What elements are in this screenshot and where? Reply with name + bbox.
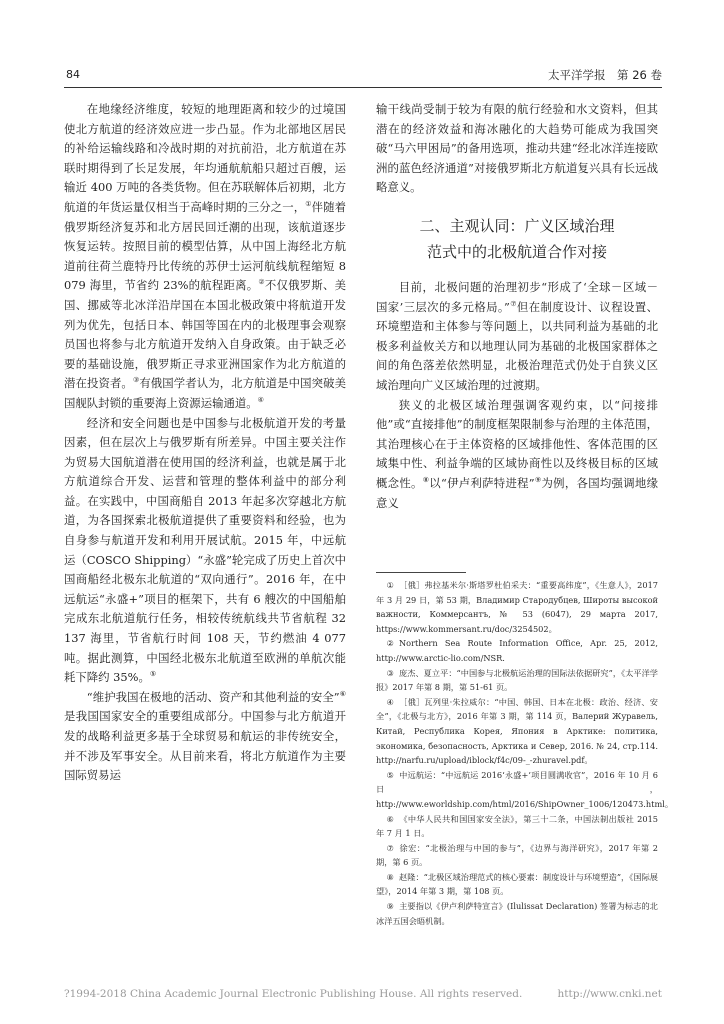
body-paragraph: 狭义的北极区域治理强调客观约束，以“问接排他”或“直接排他”的制度框架限制参与治理的主体范围，其治理核心在于主体资格的区域排他性、客体范围的区域集中性、利益争端的区域协商性以及终极目标的区域概念性。⑧以“伊卢利萨特进程”⑨为例，各国均强调地缘意义 — [376, 397, 658, 510]
section-heading: 二、主观认同：广义区域治理 范式中的北极航道合作对接 — [419, 216, 615, 261]
right-column — [376, 100, 658, 513]
footnote-rule — [376, 572, 466, 573]
footer-url: http://www.cnki.net — [557, 988, 662, 1000]
footnote: ⑧ 赵隆：“北极区域治理范式的核心要素：制度设计与环境塑造”，《国际展望》，2014 年第 3 期，第 108 页。 — [376, 871, 658, 897]
footnote: ② Northern Sea Route Information Office, Apr. 25, 2012, http://www.arctic-lio.com/NSR. — [376, 638, 658, 663]
body-paragraph: “维护我国在极地的活动、资产和其他利益的安全”⑥是我国国家安全的重要组成部分。中国参与北方航道开发的战略利益更多基于全球贸易和航运的非传统安全，并不涉及军事安全。从目前来看，将北方航道作为主要国际贸易运 — [64, 689, 346, 783]
left-column — [64, 100, 346, 786]
footnote: ⑨ 主要指以《伊卢利萨特宣言》(Ilulissat Declaration) 签署为标志的北冰洋五国会晤机制。 — [376, 901, 658, 926]
body-paragraph: 经济和安全问题也是中国参与北极航道开发的考量因素，但在层次上与俄罗斯有所差异。中国主要关注作为贸易大国航道潜在使用国的经济利益，也就是属于北方航道综合开发、运营和管理的整体利益中的部分利益。在实践中，中国商船自 2013 年起多次穿越北方航道，为各国探索北极航道提供了重要资料和经验，也为自身参与航道开发和利用开展试航。2015 年，中远航运（COSCO Shipping）“永盛”轮完成了历史上首次中国商船经北极东北航道的“双向通行”。2016 年，在中远航运“永盛+”项目的框架下，共有 6 艘次的中国船舶完成东北航道航行任务，相较传统航线共节省航程 32 137 海里，节省航行时间 108 天，节约燃油 4 077 吨。据此测算，中国经北极东北航道至欧洲的单航次能耗下降约 35%。⑤ — [64, 415, 346, 685]
page-footer — [64, 988, 662, 1000]
body-paragraph: 目前，北极问题的治理初步“形成了‘全球－区域－国家’三层次的多元格局。”⑦但在制度设计、议程设置、环境塑造和主体参与等问题上，以共同利益为基础的北极多利益攸关方和以地理认同为基础的北极国家群体之间的角色落差依然明显，北极治理范式仍处于自狭义区域治理向广义区域治理的过渡期。 — [376, 279, 658, 392]
body-paragraph-continuation: 输干线尚受制于较为有限的航行经验和水文资料，但其潜在的经济效益和海冰融化的大趋势可能成为我国突破“马六甲困局”的备用选项，推动共建“经北冰洋连接欧洲的蓝色经济通道”对接俄罗斯北方航道复兴具有长远战略意义。 — [376, 102, 658, 195]
footnotes — [376, 578, 674, 928]
footnote: ③ 庞杰、夏立平：“中国参与北极航运治理的国际法依据研究”，《太平洋学报》2017 年第 8 期，第 51-61 页。 — [376, 667, 658, 693]
footnote: ④ ［俄］瓦列里·朱拉威尔：“中国、韩国、日本在北极：政治、经济、安全”，《北极与北方》，2016 年第 3 期，第 114 页，Валерий Журавель, Китай, Республика Корея, Япония в Арктике: политика, экономика, безопасность, Арктика и Север, 2016. № 24, стр.114. http://narfu.ru/upload/iblock/f4c/09-_-zhuravel.pdf。 — [376, 696, 658, 766]
footnote: ⑥ 《中华人民共和国国家安全法》，第三十二条，中国法制出版社 2015 年 7 月 1 日。 — [376, 813, 658, 839]
body-paragraph: 在地缘经济维度，较短的地理距离和较少的过境国使北方航道的经济效应进一步凸显。作为北部地区居民的补给运输线路和冷战时期的对抗前沿，北方航道在苏联时期得到了长足发展，年均通航航船只超过百艘，运输近 400 万吨的各类货物。但在苏联解体后初期，北方航道的年货运量仅相当于高峰时期的三分之一，①伴随着俄罗斯经济复苏和北方居民回迁潮的出现，该航道逐步恢复运转。按照目前的模型估算，从中国上海经北方航道前往荷兰鹿特丹比传统的苏伊士运河航线航程缩短 8 079 海里，节省约 23%的航程距离。②不仅俄罗斯、美国、挪威等北冰洋沿岸国在本国北极政策中将航道开发列为优先，包括日本、韩国等国在内的北极理事会观察员国也将参与北方航道开发纳入自身政策。由于缺乏必要的基础设施，俄罗斯正寻求亚洲国家作为北方航道的潜在投资者。③有俄国学者认为，北方航道是中国突破美国舰队封锁的重要海上资源运输通道。④ — [64, 102, 346, 410]
copyright-notice: ?1994-2018 China Academic Journal Electronic Publishing House. All rights reserved. — [64, 988, 523, 1000]
journal-title: 太平洋学报 第 26 卷 — [548, 68, 662, 82]
footnote: ⑦ 徐宏：“北极治理与中国的参与”，《边界与海洋研究》，2017 年第 2 期，第 6 页。 — [376, 842, 658, 868]
header-rule — [64, 87, 662, 88]
page-header — [64, 66, 662, 86]
footnote: ① ［俄］弗拉基米尔·斯塔罗杜伯采夫：“重要高纬度”，《生意人》，2017 年 3 月 29 日，第 53 期，Владимир Стародубцев, Широты высокой важности, Коммерсантъ, № 53 (6047), 29 марта 2017, https://www.kommersant.ru/doc/3254502。 — [376, 580, 658, 634]
page-number: 84 — [66, 68, 80, 81]
footnote: ⑤ 中远航运：“中远航运 2016‘永盛+’项目圆满收官”，2016 年 10 月 6 日，http://www.eworldship.com/html/2016/ShipOwner_1006/120473.html。 — [376, 769, 674, 809]
